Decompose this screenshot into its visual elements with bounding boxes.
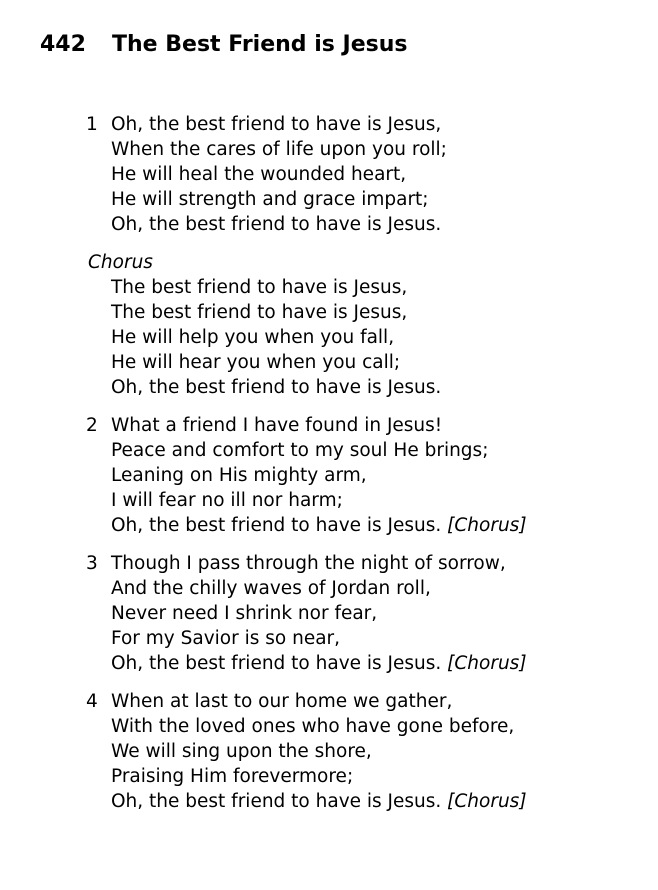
- verse-line: Though I pass through the night of sorrow,: [111, 553, 506, 574]
- verse-line: Leaning on His mighty arm,: [111, 465, 367, 486]
- stanza-number: 3: [86, 553, 98, 574]
- hymn-body: [88, 112, 527, 827]
- hymn-number: 442: [40, 32, 86, 57]
- stanza-lines: [111, 689, 527, 814]
- verse-line: We will sing upon the shore,: [111, 741, 372, 762]
- verse-line: And the chilly waves of Jordan roll,: [111, 578, 431, 599]
- verse-line: When the cares of life upon you roll;: [111, 139, 447, 160]
- verse-line: I will fear no ill nor harm;: [111, 490, 343, 511]
- stanza-number: 2: [86, 415, 98, 436]
- verse-line: For my Savior is so near,: [111, 628, 341, 649]
- chorus-line: The best friend to have is Jesus,: [111, 277, 408, 298]
- stanza-lines: [111, 551, 527, 676]
- stanza-number: 1: [86, 114, 98, 135]
- chorus-line: He will hear you when you call;: [111, 352, 401, 373]
- verse-line-last: [111, 789, 527, 814]
- verse-line-last: [111, 513, 527, 538]
- stanza-1: [88, 112, 527, 237]
- chorus-line: Oh, the best friend to have is Jesus.: [111, 377, 442, 398]
- verse-line: He will strength and grace impart;: [111, 189, 429, 210]
- verse-line: With the loved ones who have gone before,: [111, 716, 515, 737]
- verse-line-text: Oh, the best friend to have is Jesus.: [111, 515, 442, 536]
- chorus-reference: [Chorus]: [447, 791, 527, 812]
- chorus-reference: [Chorus]: [447, 653, 527, 674]
- verse-line: Oh, the best friend to have is Jesus.: [111, 214, 442, 235]
- chorus-reference: [Chorus]: [447, 515, 527, 536]
- verse-line: Peace and comfort to my soul He brings;: [111, 440, 489, 461]
- stanza-lines: [111, 112, 527, 237]
- stanza-4: [88, 689, 527, 814]
- verse-line: Never need I shrink nor fear,: [111, 603, 378, 624]
- chorus-label: Chorus: [88, 252, 153, 273]
- chorus-lines: [111, 275, 527, 400]
- verse-line-last: [111, 651, 527, 676]
- stanza-2: [88, 413, 527, 538]
- verse-line-text: Oh, the best friend to have is Jesus.: [111, 653, 442, 674]
- verse-line: Praising Him forevermore;: [111, 766, 354, 787]
- chorus-line: He will help you when you fall,: [111, 327, 395, 348]
- stanza-number: 4: [86, 691, 98, 712]
- verse-line-text: Oh, the best friend to have is Jesus.: [111, 791, 442, 812]
- verse-line: What a friend I have found in Jesus!: [111, 415, 443, 436]
- hymn-title: The Best Friend is Jesus: [112, 32, 408, 57]
- verse-line: When at last to our home we gather,: [111, 691, 453, 712]
- chorus: [88, 250, 527, 400]
- hymn-header: [40, 30, 407, 60]
- chorus-line: The best friend to have is Jesus,: [111, 302, 408, 323]
- verse-line: He will heal the wounded heart,: [111, 164, 407, 185]
- stanza-lines: [111, 413, 527, 538]
- verse-line: Oh, the best friend to have is Jesus,: [111, 114, 442, 135]
- stanza-3: [88, 551, 527, 676]
